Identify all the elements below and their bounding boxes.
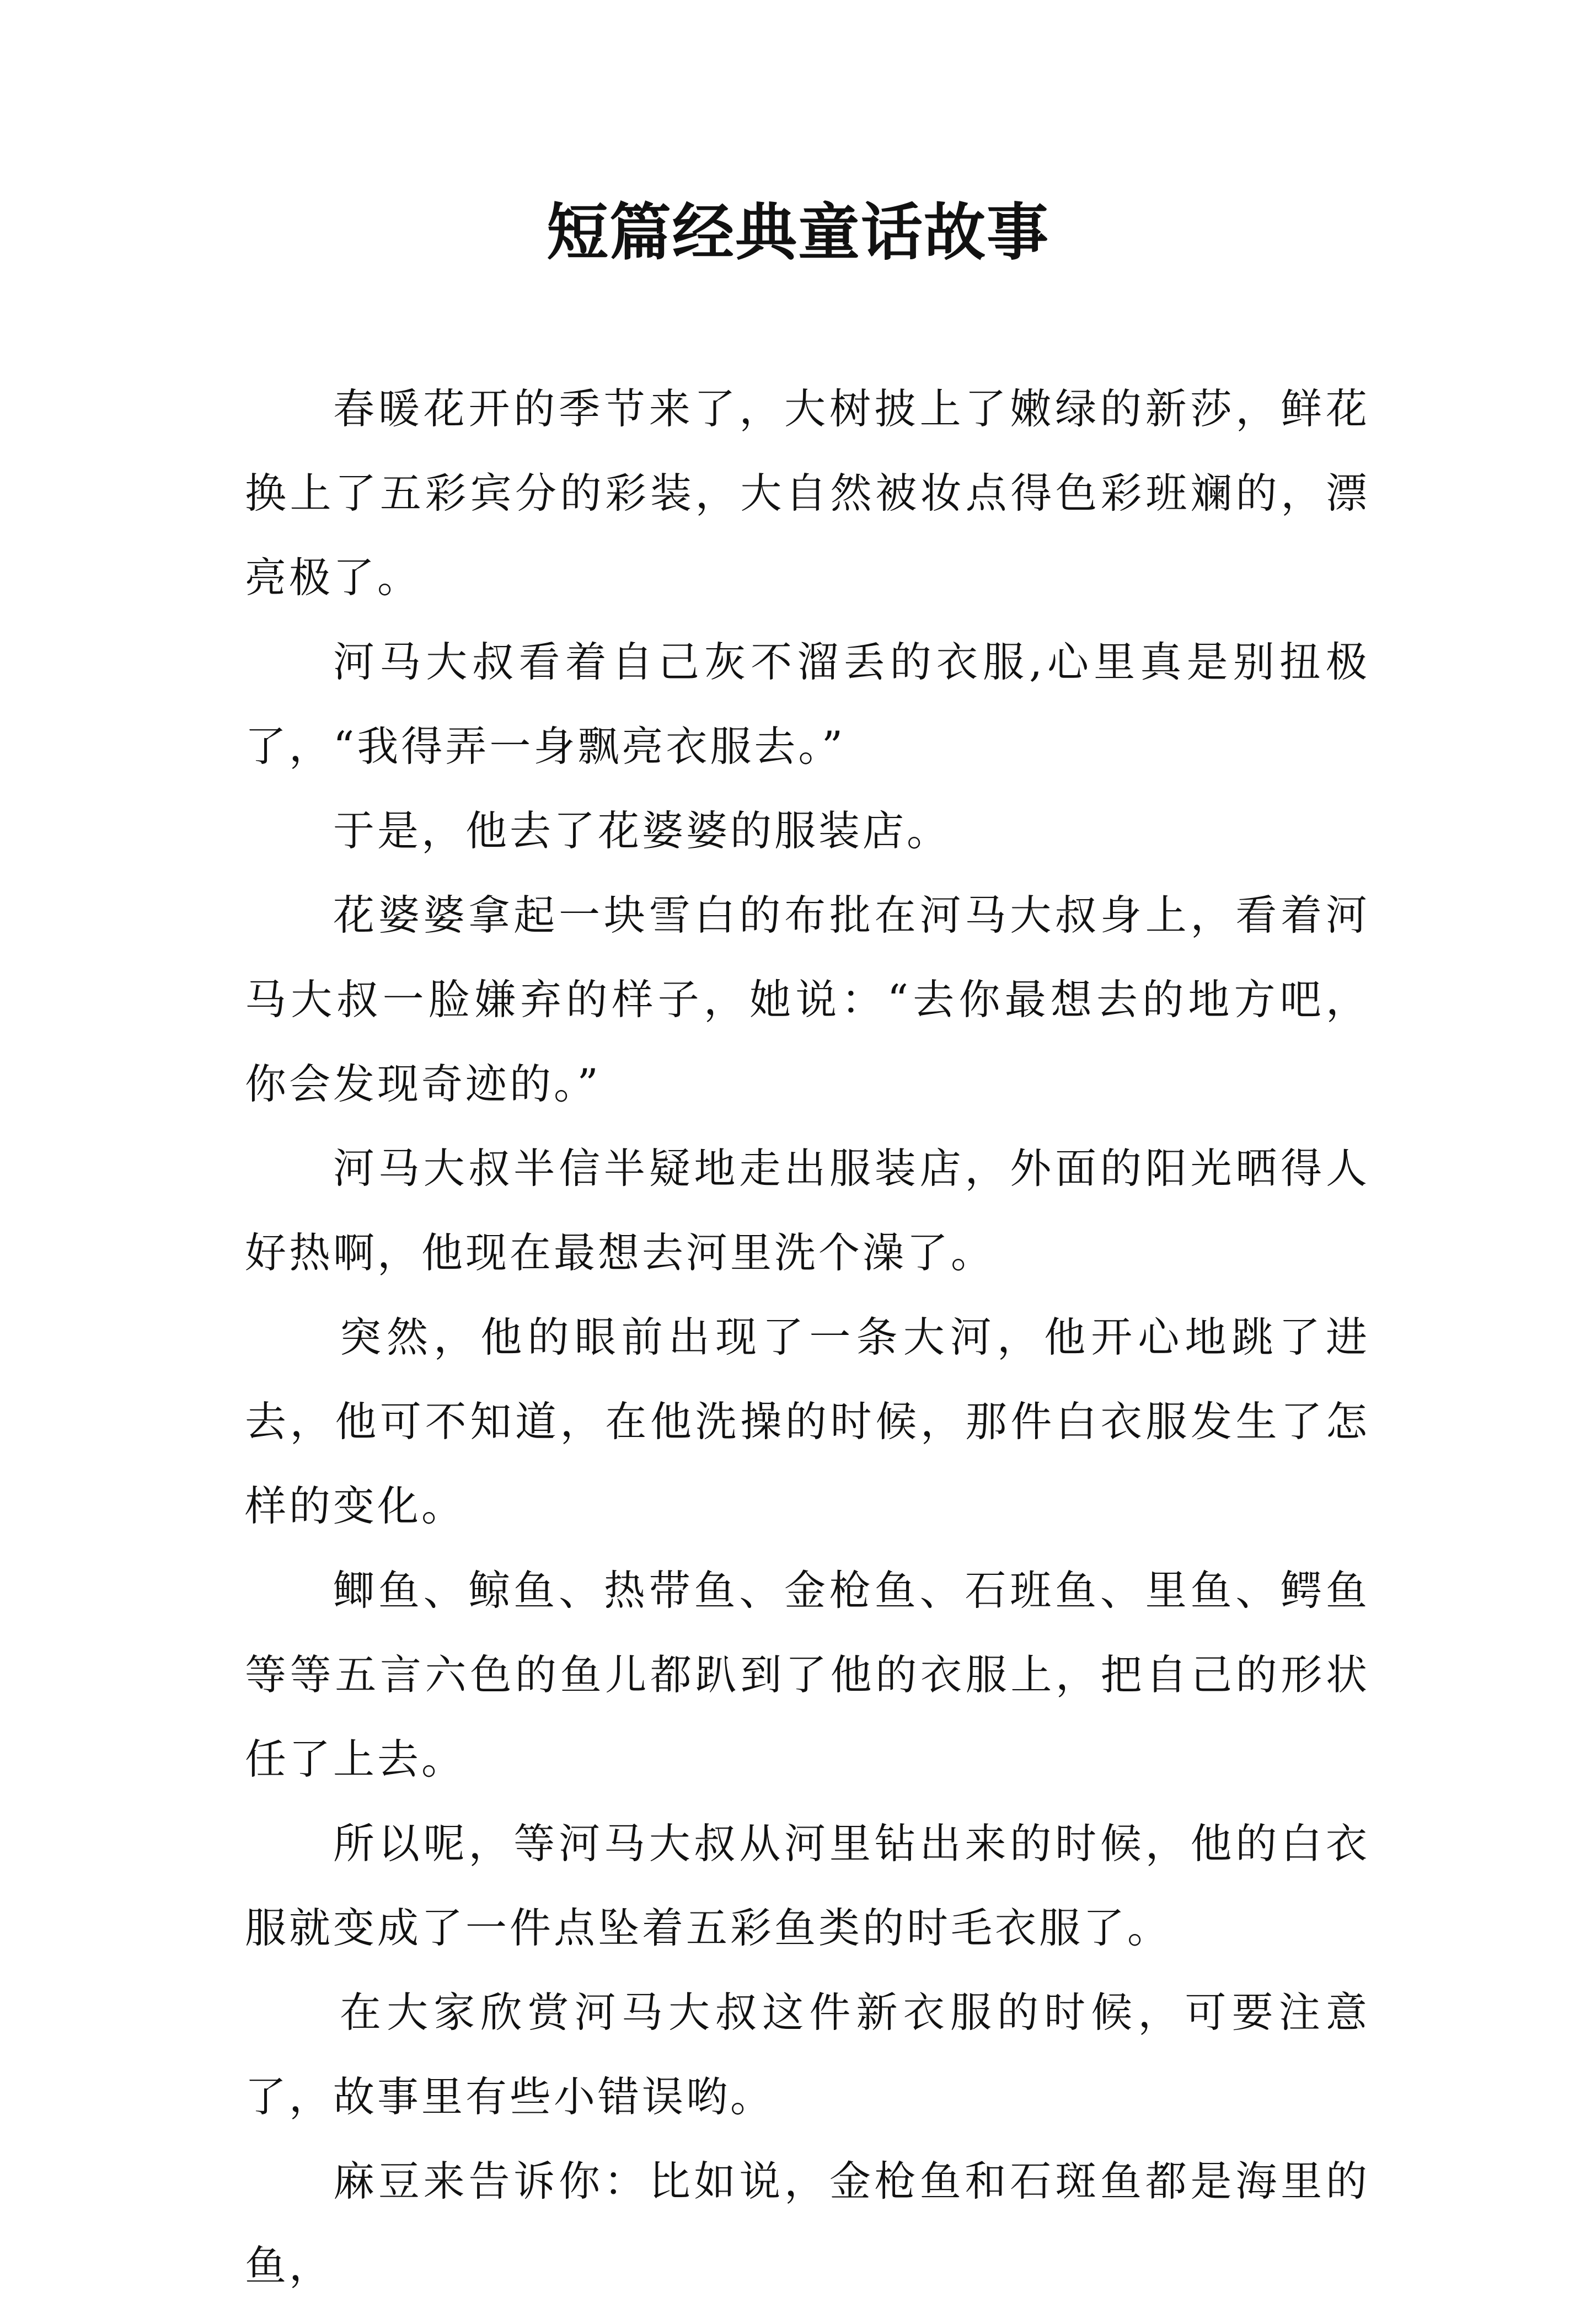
document-body (245, 367, 1370, 2308)
document-title: 短篇经典童话故事 (547, 196, 1049, 269)
paragraph-3: 于是，他去了花婆婆的服装店。 (333, 806, 951, 855)
paragraph-2: 河马大叔看着自己灰不溜丢的衣服,心里真是别扭极了，“我得弄一身飘亮衣服去。” (245, 638, 1370, 771)
paragraph-5: 河马大叔半信半疑地走出服装店，外面的阳光晒得人好热啊，他现在最想去河里洗个澡了。 (245, 1144, 1370, 1277)
paragraph-1: 春暖花开的季节来了，大树披上了嫩绿的新莎，鲜花换上了五彩宾分的彩装，大自然被妆点得色彩班斓的，漂亮极了。 (245, 384, 1370, 602)
paragraph-9: 在大家欣赏河马大叔这件新衣服的时候，可要注意了，故事里有些小错误哟。 (245, 1988, 1370, 2121)
paragraph-8: 所以呢，等河马大叔从河里钻出来的时候，他的白衣服就变成了一件点坠着五彩鱼类的时毛衣服了。 (245, 1819, 1370, 1952)
paragraph-6: 突然，他的眼前出现了一条大河，他开心地跳了进去，他可不知道，在他洗操的时候，那件白衣服发生了怎样的变化。 (245, 1313, 1370, 1530)
paragraph-10: 麻豆来告诉你：比如说，金枪鱼和石斑鱼都是海里的鱼， (245, 2157, 1370, 2290)
paragraph-4: 花婆婆拿起一块雪白的布批在河马大叔身上，看着河马大叔一脸嫌弃的样子，她说：“去你最想去的地方吧，你会发现奇迹的。” (245, 891, 1370, 1108)
paragraph-7: 鲫鱼、鲸鱼、热带鱼、金枪鱼、石班鱼、里鱼、鳄鱼等等五言六色的鱼儿都趴到了他的衣服上，把自己的形状任了上去。 (245, 1566, 1370, 1783)
